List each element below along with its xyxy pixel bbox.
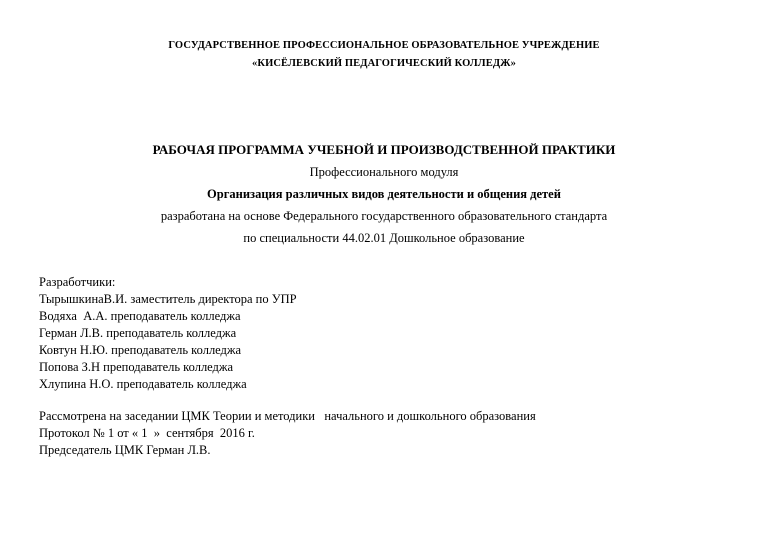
- approval-meeting: Рассмотрена на заседании ЦМК Теории и методики начального и дошкольного образования: [39, 409, 536, 423]
- approval-chairman: Председатель ЦМК Герман Л.В.: [39, 443, 211, 457]
- module-name: Организация различных видов деятельности и общения детей: [207, 187, 561, 201]
- program-title: РАБОЧАЯ ПРОГРАММА УЧЕБНОЙ И ПРОИЗВОДСТВЕННОЙ ПРАКТИКИ: [152, 142, 616, 157]
- institution-line-2: «КИСЁЛЕВСКИЙ ПЕДАГОГИЧЕСКИЙ КОЛЛЕДЖ»: [252, 58, 516, 69]
- developer-item: Герман Л.В. преподаватель колледжа: [39, 326, 237, 340]
- standard-basis: разработана на основе Федерального государственного образовательного стандарта: [160, 209, 608, 223]
- module-label: Профессионального модуля: [309, 165, 459, 179]
- approval-protocol: Протокол № 1 от « 1 » сентября 2016 г.: [39, 426, 255, 440]
- developer-item: Водяха А.А. преподаватель колледжа: [39, 309, 241, 323]
- specialty-line: по специальности 44.02.01 Дошкольное образование: [243, 231, 525, 245]
- developer-item: Ковтун Н.Ю. преподаватель колледжа: [39, 343, 242, 357]
- developer-item: Хлупина Н.О. преподаватель колледжа: [39, 377, 247, 391]
- developer-item: Попова З.Н преподаватель колледжа: [39, 360, 234, 374]
- developers-heading: Разработчики:: [39, 275, 116, 289]
- institution-line-1: ГОСУДАРСТВЕННОЕ ПРОФЕССИОНАЛЬНОЕ ОБРАЗОВАТЕЛЬНОЕ УЧРЕЖДЕНИЕ: [168, 40, 600, 51]
- developer-item: ТырышкинаВ.И. заместитель директора по УПР: [39, 292, 297, 306]
